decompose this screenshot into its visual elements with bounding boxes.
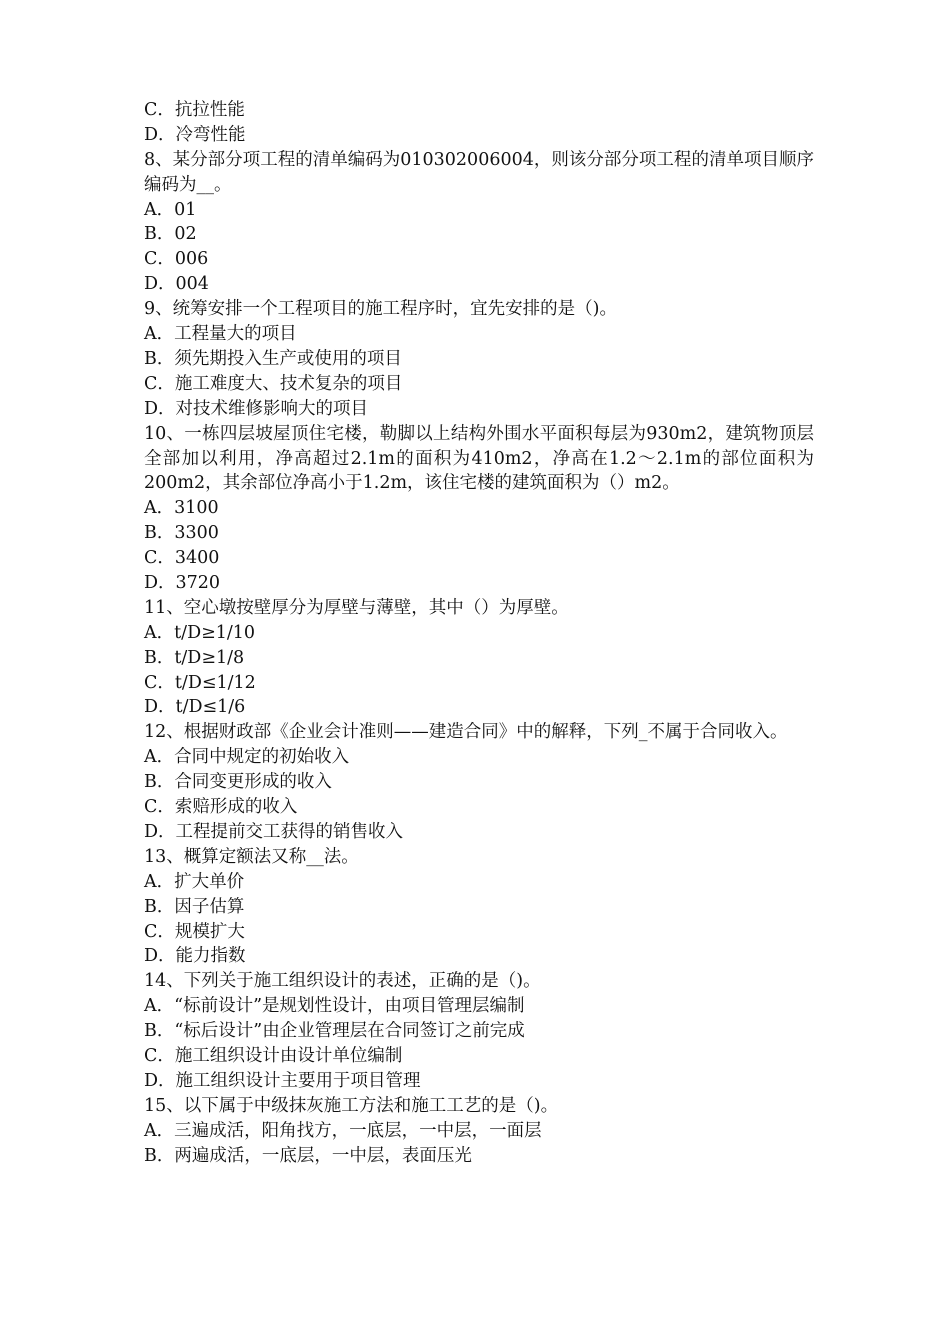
answer-option: D．能力指数 <box>144 946 246 967</box>
answer-option: C．施工组织设计由设计单位编制 <box>144 1046 403 1066</box>
answer-option: B．t/D≥1/8 <box>144 647 245 668</box>
answer-option: C．规模扩大 <box>144 921 245 942</box>
answer-option: D．t/D≤1/6 <box>144 697 246 718</box>
answer-option: B．须先期投入生产或使用的项目 <box>144 348 402 369</box>
question-stem: 12、根据财政部《企业会计准则——建造合同》中的解释，下列_不属于合同收入。 <box>144 722 788 743</box>
answer-option: B．因子估算 <box>144 896 245 917</box>
answer-option: A．扩大单价 <box>144 871 245 892</box>
question-stem: 11、空心墩按壁厚分为厚壁与薄壁，其中（）为厚壁。 <box>144 597 569 618</box>
question-stem: 9、统筹安排一个工程项目的施工程序时，宜先安排的是（)。 <box>144 299 617 320</box>
question-stem: 15、以下属于中级抹灰施工方法和施工工艺的是（)。 <box>144 1095 559 1116</box>
answer-option: A．01 <box>144 199 197 220</box>
answer-option: C．索赔形成的收入 <box>144 797 298 818</box>
answer-option: B．02 <box>144 224 197 245</box>
answer-option: D．3720 <box>144 573 221 594</box>
answer-option: B．“标后设计”由企业管理层在合同签订之前完成 <box>144 1021 525 1042</box>
answer-option: A．三遍成活，阳角找方，一底层，一中层，一面层 <box>144 1120 542 1141</box>
answer-option: C．施工难度大、技术复杂的项目 <box>144 373 403 394</box>
answer-option: B．两遍成活，一底层，一中层，表面压光 <box>144 1145 472 1166</box>
answer-option: A．t/D≥1/10 <box>144 622 256 643</box>
answer-option: A．工程量大的项目 <box>144 324 297 345</box>
question-stem: 14、下列关于施工组织设计的表述，正确的是（)。 <box>144 971 541 992</box>
question-stem: 13、概算定额法又称__法。 <box>144 846 359 867</box>
answer-option: C．006 <box>144 249 209 270</box>
answer-option: D．004 <box>144 274 209 295</box>
answer-option: D．施工组织设计主要用于项目管理 <box>144 1070 421 1091</box>
question-stem: 10、一栋四层坡屋顶住宅楼，勒脚以上结构外围水平面积每层为930m2，建筑物顶层全部加以利用，净高超过2.1m的面积为410m2，净高在1.2～2.1m的部位面积为200m2，其余部位净高小于1.2m，该住宅楼的建筑面积为（）m2。 <box>144 423 814 494</box>
answer-option: D．对技术维修影响大的项目 <box>144 398 369 419</box>
answer-option: A．合同中规定的初始收入 <box>144 747 350 768</box>
answer-option: C．抗拉性能 <box>144 100 245 120</box>
answer-option: B．合同变更形成的收入 <box>144 772 332 793</box>
answer-option: A．“标前设计”是规划性设计，由项目管理层编制 <box>144 996 525 1017</box>
answer-option: C．t/D≤1/12 <box>144 672 256 693</box>
answer-option: C．3400 <box>144 548 220 569</box>
answer-option: D．冷弯性能 <box>144 124 246 145</box>
question-stem: 8、某分部分项工程的清单编码为010302006004，则该分部分项工程的清单项目顺序编码为__。 <box>144 149 814 195</box>
answer-option: A．3100 <box>144 498 219 519</box>
document-page <box>144 98 814 1168</box>
answer-option: B．3300 <box>144 523 219 544</box>
answer-option: D．工程提前交工获得的销售收入 <box>144 821 404 842</box>
